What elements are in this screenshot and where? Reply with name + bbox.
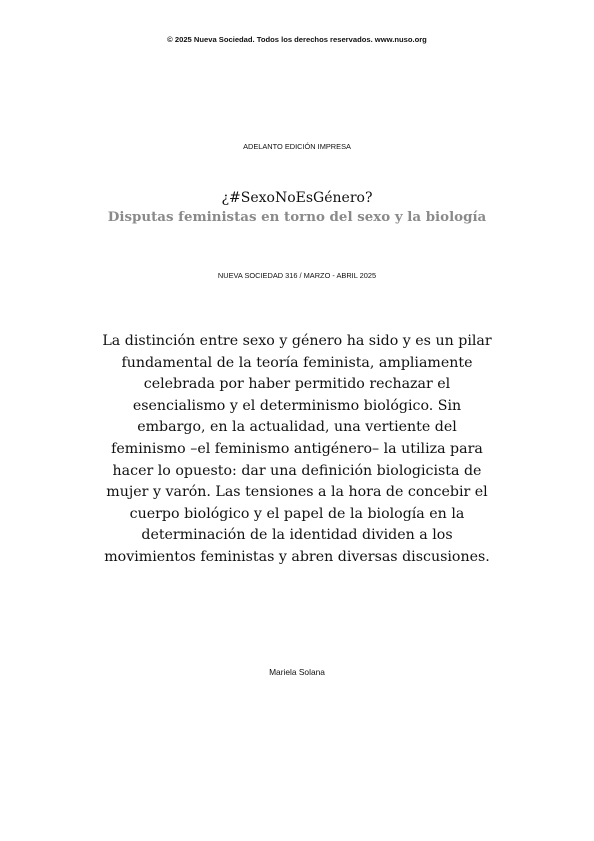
copyright-notice: © 2025 Nueva Sociedad. Todos los derechos reservados. www.nuso.org <box>167 35 427 44</box>
article-abstract: La distinción entre sexo y género ha sido y es un pilar fundamental de la teoría feminista, ampliamente celebrada por haber permitido rechazar el esencialismo y el determinismo biológico. Sin embargo, en la actualidad, una vertiente del feminismo –el feminismo antigénero– la utiliza para hacer lo opuesto: dar una definición biologicista de mujer y varón. Las tensiones a la hora de concebir el cuerpo biológico y el papel de la biología en la determinación de la identidad dividen a los movimientos feministas y abren diversas discusiones. <box>102 333 492 565</box>
author-name: Mariela Solana <box>269 667 325 677</box>
issue-info: NUEVA SOCIEDAD 316 / MARZO - ABRIL 2025 <box>217 271 377 280</box>
article-subtitle: Disputas feministas en torno del sexo y la biología <box>107 209 487 225</box>
section-kicker: ADELANTO EDICIÓN IMPRESA <box>243 142 351 151</box>
article-title: ¿#SexoNoEsGénero? <box>221 190 373 206</box>
